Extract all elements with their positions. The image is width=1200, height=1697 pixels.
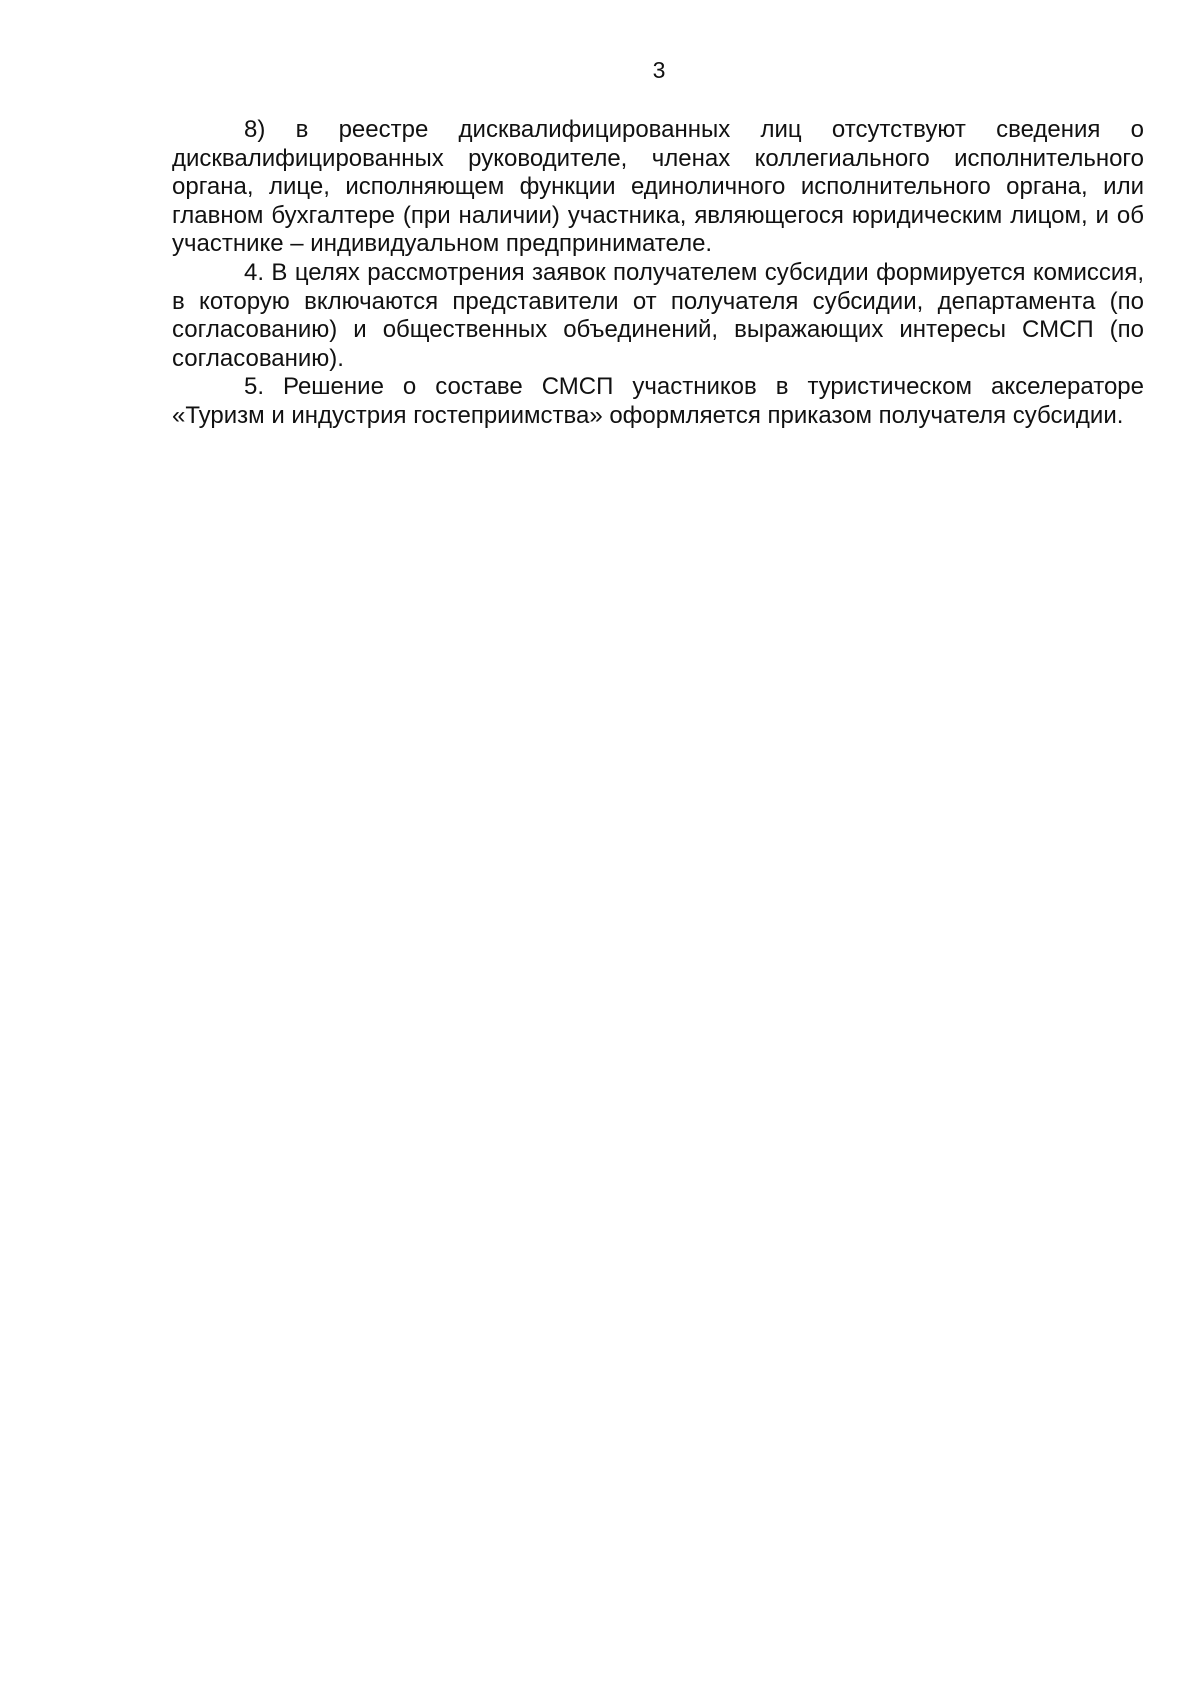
page-number: 3 xyxy=(652,57,666,83)
paragraph-item-4: 4. В целях рассмотрения заявок получателем субсидии формируется комиссия, в которую включаются представители от получателя субсидии, департамента (по согласованию) и общественных объединений, выражающих интересы СМСП (по согласованию). xyxy=(172,258,1144,372)
paragraph-item-8: 8) в реестре дисквалифицированных лиц отсутствуют сведения о дисквалифицированных руководителе, членах коллегиального исполнительного органа, лице, исполняющем функции единоличного исполнительного органа, или главном бухгалтере (при наличии) участника, являющегося юридическим лицом, и об участнике – индивидуальном предпринимателе. xyxy=(172,116,1144,258)
document-body xyxy=(172,116,1144,431)
paragraph-item-5: 5. Решение о составе СМСП участников в туристическом акселераторе «Туризм и индустрия гостеприимства» оформляется приказом получателя субсидии. xyxy=(172,373,1144,429)
